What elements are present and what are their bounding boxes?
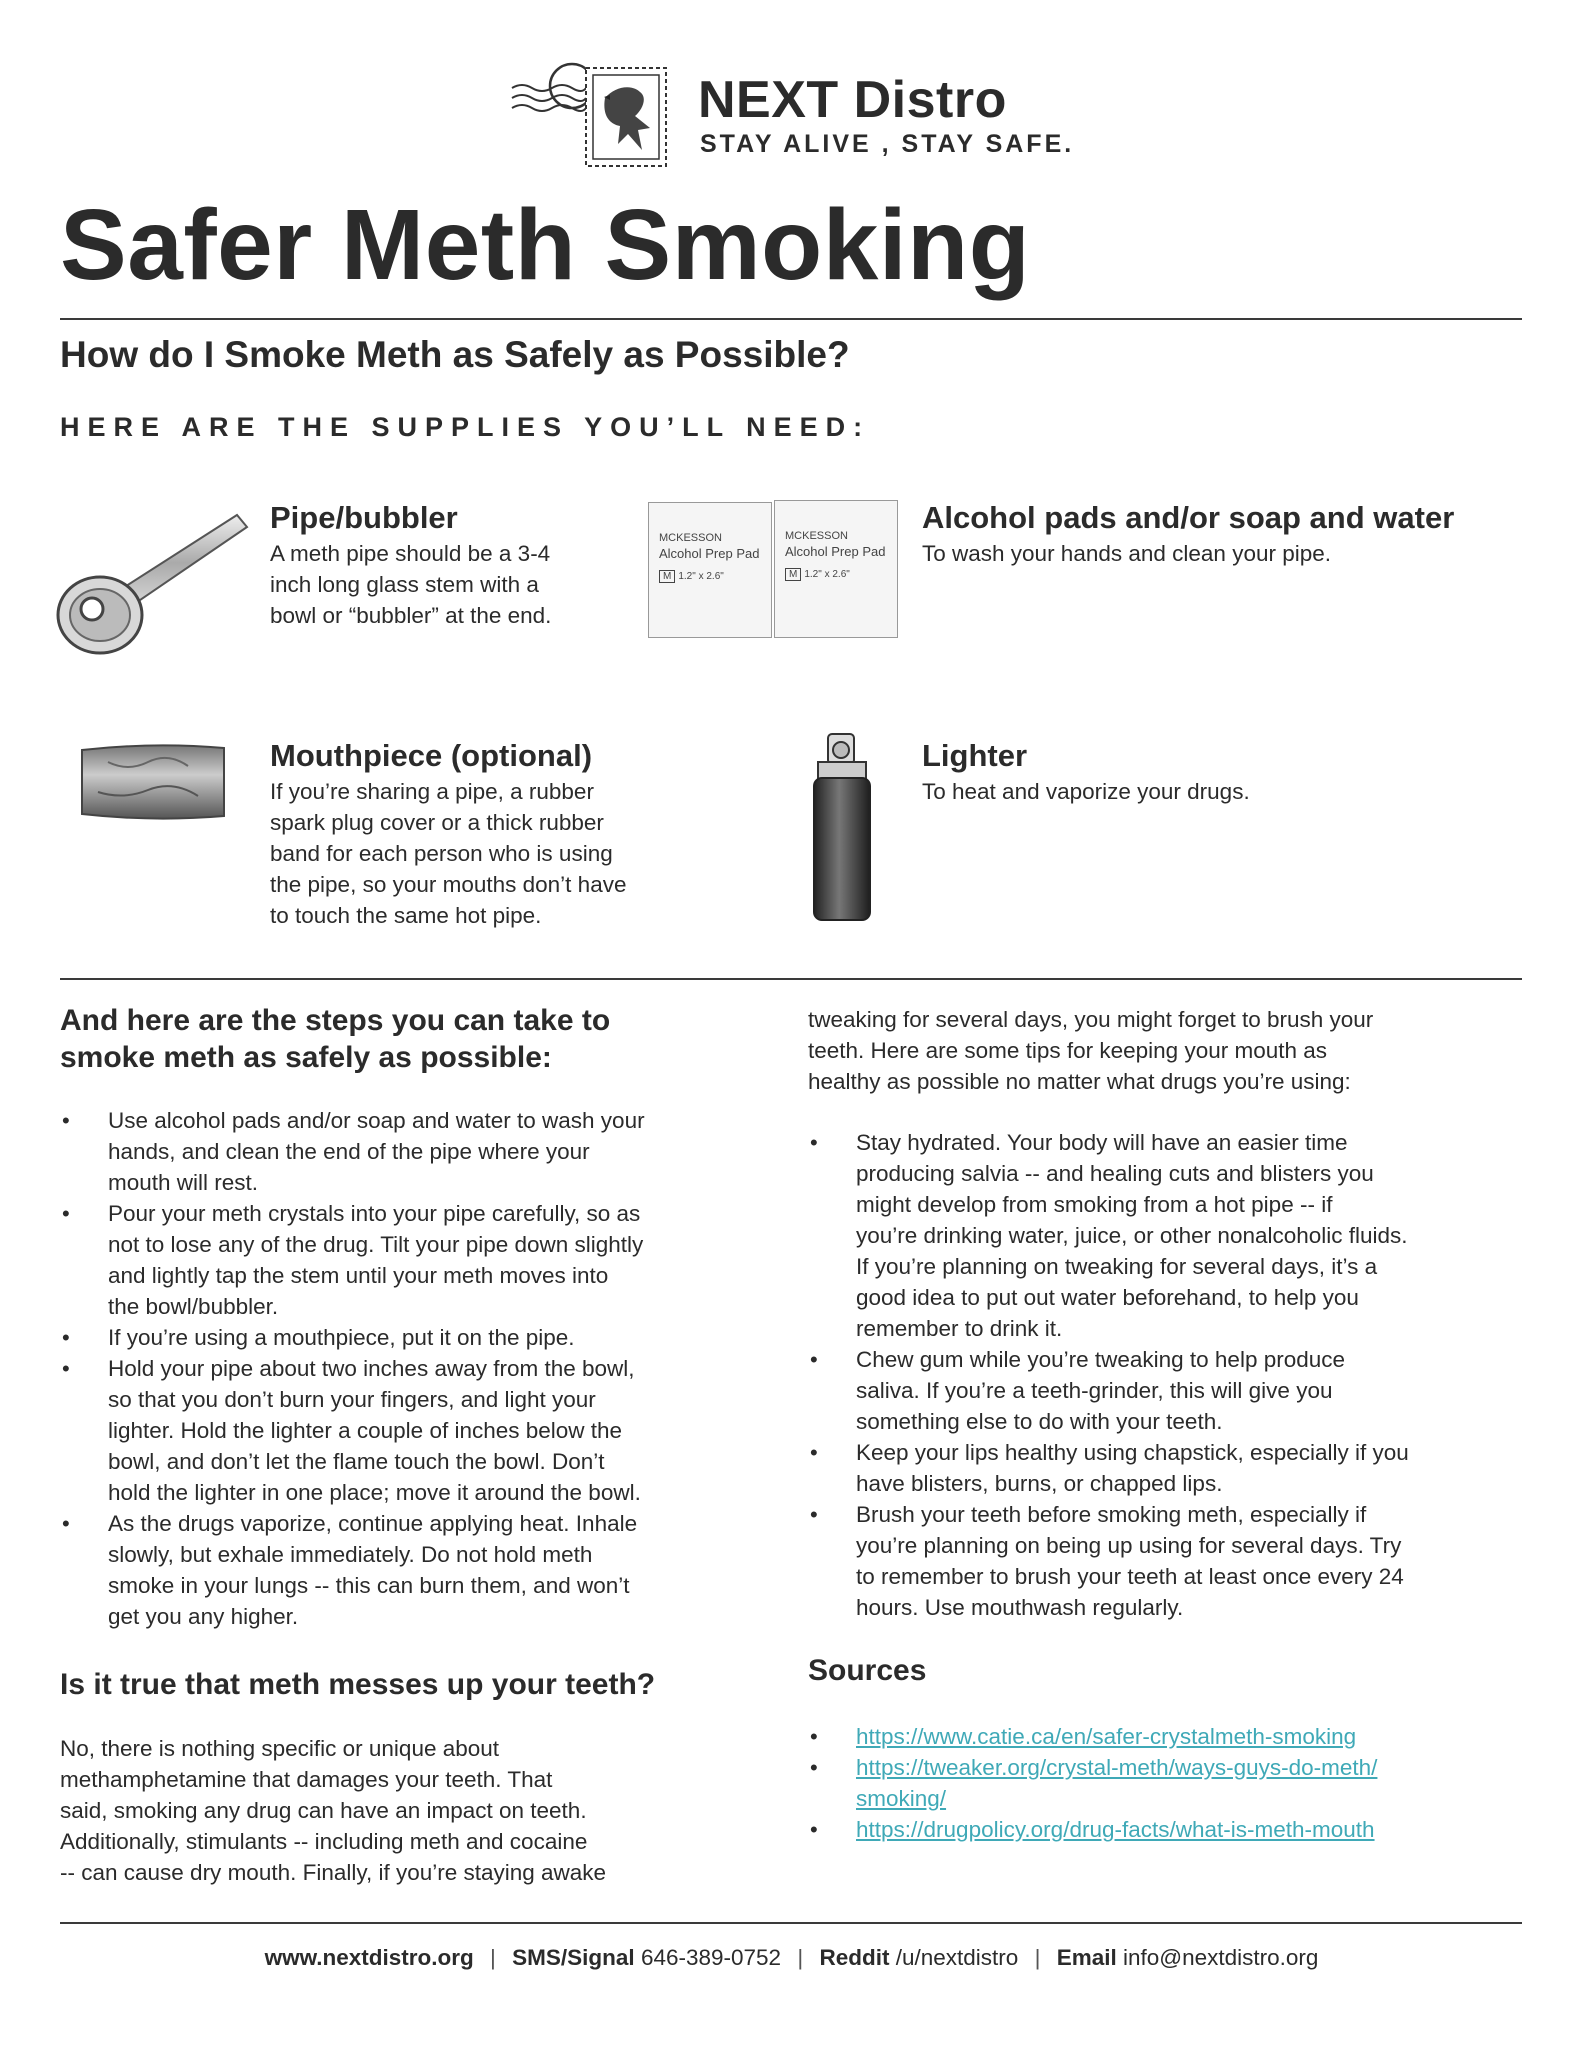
supply-desc-lighter: To heat and vaporize your drugs. bbox=[922, 779, 1250, 804]
text-line: If you’re sharing a pipe, a rubber bbox=[270, 779, 594, 804]
text-line: • Keep your lips healthy using chapstick, especially if you bbox=[856, 1440, 1409, 1465]
text-line: saliva. If you’re a teeth-grinder, this will give you bbox=[856, 1378, 1333, 1403]
text-line: to remember to brush your teeth at least once every 24 bbox=[856, 1564, 1404, 1589]
divider bbox=[60, 1922, 1522, 1924]
text-line: you’re drinking water, juice, or other nonalcoholic fluids. bbox=[856, 1223, 1408, 1248]
footer bbox=[0, 1945, 1583, 1971]
text-line: not to lose any of the drug. Tilt your pipe down slightly bbox=[108, 1232, 644, 1257]
heading-line: smoke meth as safely as possible: bbox=[60, 1041, 552, 1074]
text-line: might develop from smoking from a hot pipe -- if bbox=[856, 1192, 1333, 1217]
pad-size: 1.2" x 2.6" bbox=[804, 569, 850, 580]
footer-sms-label: SMS/Signal bbox=[512, 1945, 635, 1970]
text-line: • If you’re using a mouthpiece, put it on the pipe. bbox=[108, 1325, 575, 1350]
source-item bbox=[808, 1721, 1528, 1752]
text-line: lighter. Hold the lighter a couple of inches below the bbox=[108, 1418, 623, 1443]
text-line: inch long glass stem with a bbox=[270, 572, 539, 597]
text-line: If you’re planning on tweaking for several days, it’s a bbox=[856, 1254, 1378, 1279]
alcohol-pad-packet bbox=[774, 500, 898, 638]
sources-list bbox=[808, 1721, 1528, 1845]
source-item bbox=[808, 1814, 1528, 1845]
subtitle: How do I Smoke Meth as Safely as Possible? bbox=[60, 334, 850, 375]
footer-separator: | bbox=[1034, 1945, 1041, 1970]
text-line: • Pour your meth crystals into your pipe carefully, so as bbox=[108, 1201, 641, 1226]
supply-title-mouthpiece: Mouthpiece (optional) bbox=[270, 738, 593, 773]
tip-item bbox=[808, 1437, 1528, 1499]
text-line: Additionally, stimulants -- including meth and cocaine bbox=[60, 1829, 588, 1854]
step-item bbox=[60, 1508, 780, 1632]
source-link[interactable]: • https://www.catie.ca/en/safer-crystalmeth-smoking bbox=[856, 1724, 1357, 1749]
footer-sms-value: 646-389-0752 bbox=[640, 1945, 782, 1970]
footer-email-label: Email bbox=[1056, 1945, 1117, 1970]
text-line: hold the lighter in one place; move it around the bowl. bbox=[108, 1480, 641, 1505]
alcohol-pads-illustration bbox=[648, 500, 900, 640]
steps-heading bbox=[60, 1002, 780, 1076]
step-item bbox=[60, 1105, 780, 1198]
sources-heading: Sources bbox=[808, 1654, 927, 1687]
alcohol-pad-packet bbox=[648, 502, 772, 638]
text-line: said, smoking any drug can have an impact on teeth. bbox=[60, 1798, 587, 1823]
text-line: mouth will rest. bbox=[108, 1170, 259, 1195]
teeth-paragraph-continued bbox=[808, 1004, 1528, 1097]
text-line: producing salvia -- and healing cuts and blisters you bbox=[856, 1161, 1374, 1186]
supply-desc-mouthpiece bbox=[270, 776, 626, 931]
text-line: spark plug cover or a thick rubber bbox=[270, 810, 604, 835]
step-item bbox=[60, 1353, 780, 1508]
source-link[interactable]: • https://drugpolicy.org/drug-facts/what-is-meth-mouth bbox=[856, 1817, 1375, 1842]
text-line: the bowl/bubbler. bbox=[108, 1294, 279, 1319]
text-line: hands, and clean the end of the pipe where your bbox=[108, 1139, 590, 1164]
divider bbox=[60, 318, 1522, 320]
footer-separator: | bbox=[490, 1945, 496, 1970]
footer-reddit-value[interactable]: /u/nextdistro bbox=[895, 1945, 1019, 1970]
brand-tagline: STAY ALIVE , STAY SAFE. bbox=[700, 130, 1075, 158]
supplies-heading: HERE ARE THE SUPPLIES YOU’LL NEED: bbox=[60, 412, 871, 442]
text-line: methamphetamine that damages your teeth. That bbox=[60, 1767, 553, 1792]
text-line: bowl, and don’t let the flame touch the bowl. Don’t bbox=[108, 1449, 605, 1474]
supply-desc-pipe bbox=[270, 538, 551, 631]
text-line: get you any higher. bbox=[108, 1604, 299, 1629]
teeth-paragraph bbox=[60, 1733, 780, 1888]
footer-separator: | bbox=[797, 1945, 804, 1970]
text-line: A meth pipe should be a 3-4 bbox=[270, 541, 551, 566]
text-line: slowly, but exhale immediately. Do not hold meth bbox=[108, 1542, 593, 1567]
step-item bbox=[60, 1198, 780, 1322]
text-line: something else to do with your teeth. bbox=[856, 1409, 1223, 1434]
supply-title-alcohol: Alcohol pads and/or soap and water bbox=[922, 500, 1455, 535]
supply-desc-alcohol: To wash your hands and clean your pipe. bbox=[922, 541, 1332, 566]
source-link[interactable]: smoking/ bbox=[856, 1786, 947, 1811]
step-item bbox=[60, 1322, 780, 1353]
text-line: good idea to put out water beforehand, to help you bbox=[856, 1285, 1359, 1310]
text-line: bowl or “bubbler” at the end. bbox=[270, 603, 552, 628]
teeth-tips-list bbox=[808, 1127, 1528, 1623]
text-line: remember to drink it. bbox=[856, 1316, 1063, 1341]
text-line: healthy as possible no matter what drugs you’re using: bbox=[808, 1069, 1351, 1094]
footer-reddit-label: Reddit bbox=[819, 1945, 890, 1970]
glass-pipe-illustration bbox=[52, 505, 252, 665]
mouthpiece-illustration bbox=[78, 742, 228, 822]
pad-mark: M bbox=[659, 570, 675, 583]
text-line: teeth. Here are some tips for keeping your mouth as bbox=[808, 1038, 1328, 1063]
text-line: • As the drugs vaporize, continue applying heat. Inhale bbox=[108, 1511, 638, 1536]
text-line: smoke in your lungs -- this can burn them, and won’t bbox=[108, 1573, 630, 1598]
pad-brand: MCKESSON bbox=[659, 532, 722, 544]
text-line: and lightly tap the stem until your meth moves into bbox=[108, 1263, 609, 1288]
text-line: -- can cause dry mouth. Finally, if you’re staying awake bbox=[60, 1860, 607, 1885]
tip-item bbox=[808, 1499, 1528, 1623]
postage-stamp-hawk-logo bbox=[510, 58, 680, 173]
page-title: Safer Meth Smoking bbox=[60, 189, 1031, 301]
pad-mark: M bbox=[785, 568, 801, 581]
text-line: No, there is nothing specific or unique about bbox=[60, 1736, 500, 1761]
footer-email-value[interactable]: info@nextdistro.org bbox=[1122, 1945, 1319, 1970]
tip-item bbox=[808, 1344, 1528, 1437]
text-line: the pipe, so your mouths don’t have bbox=[270, 872, 627, 897]
text-line: • Chew gum while you’re tweaking to help produce bbox=[856, 1347, 1346, 1372]
heading-line: And here are the steps you can take to bbox=[60, 1004, 611, 1037]
text-line: to touch the same hot pipe. bbox=[270, 903, 542, 928]
brand-name: NEXT Distro bbox=[698, 71, 1007, 129]
text-line: • Stay hydrated. Your body will have an easier time bbox=[856, 1130, 1348, 1155]
footer-website[interactable]: www.nextdistro.org bbox=[264, 1945, 474, 1970]
text-line: • Brush your teeth before smoking meth, especially if bbox=[856, 1502, 1367, 1527]
text-line: • Hold your pipe about two inches away from the bowl, bbox=[108, 1356, 635, 1381]
text-line: so that you don’t burn your fingers, and light your bbox=[108, 1387, 596, 1412]
pad-size: 1.2" x 2.6" bbox=[678, 571, 724, 582]
supply-title-pipe: Pipe/bubbler bbox=[270, 500, 458, 535]
text-line: band for each person who is using bbox=[270, 841, 613, 866]
steps-list bbox=[60, 1105, 780, 1632]
pad-label: Alcohol Prep Pad bbox=[659, 546, 760, 561]
source-item bbox=[808, 1752, 1528, 1814]
text-line: have blisters, burns, or chapped lips. bbox=[856, 1471, 1223, 1496]
text-line: you’re planning on being up using for several days. Try bbox=[856, 1533, 1402, 1558]
tip-item bbox=[808, 1127, 1528, 1344]
teeth-heading: Is it true that meth messes up your teeth? bbox=[60, 1668, 656, 1701]
text-line: hours. Use mouthwash regularly. bbox=[856, 1595, 1184, 1620]
lighter-illustration bbox=[808, 728, 878, 924]
divider bbox=[60, 978, 1522, 980]
text-line: • Use alcohol pads and/or soap and water to wash your bbox=[108, 1108, 645, 1133]
text-line: tweaking for several days, you might forget to brush your bbox=[808, 1007, 1374, 1032]
supply-title-lighter: Lighter bbox=[922, 738, 1028, 773]
pad-label: Alcohol Prep Pad bbox=[785, 544, 886, 559]
source-link[interactable]: • https://tweaker.org/crystal-meth/ways-guys-do-meth/ bbox=[856, 1755, 1378, 1780]
pad-brand: MCKESSON bbox=[785, 530, 848, 542]
